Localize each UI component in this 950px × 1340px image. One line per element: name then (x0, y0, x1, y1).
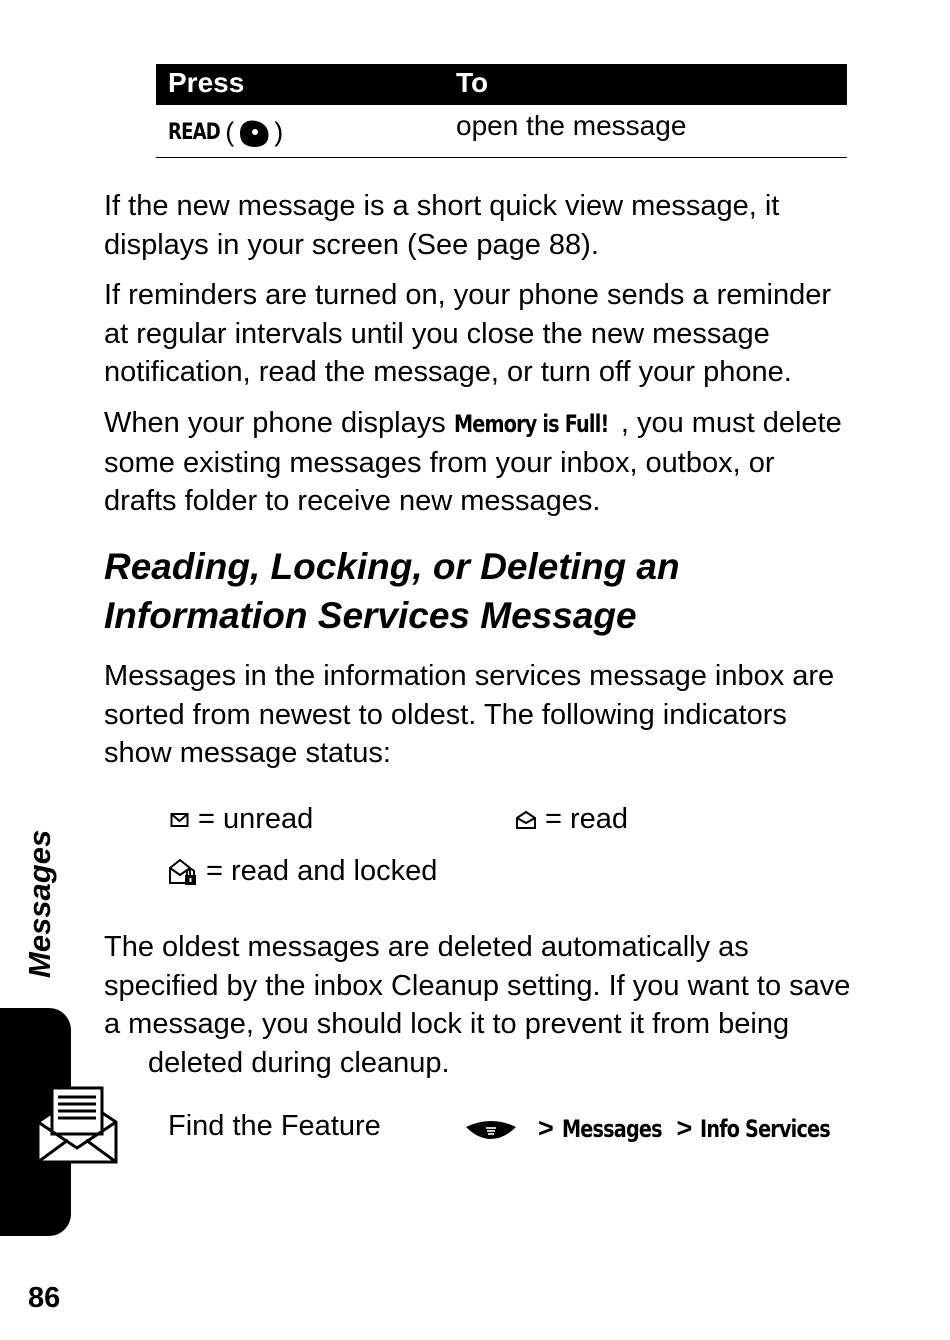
path-separator: > (538, 1113, 554, 1143)
table-header (156, 64, 847, 105)
cleanup-text-last: deleted during cleanup. (148, 1046, 450, 1079)
open-paren: ( (225, 116, 235, 147)
header-to: To (456, 67, 489, 98)
feature-path (464, 1113, 863, 1144)
page-number: 86 (28, 1282, 61, 1314)
locked-envelope-icon (168, 857, 198, 887)
indicator-unread (170, 803, 313, 836)
menu-key-icon (464, 1117, 518, 1141)
press-cell (168, 115, 283, 149)
indicator-read (515, 803, 628, 836)
header-press: Press (168, 67, 245, 98)
p3-before: When your phone displays (104, 407, 454, 439)
heading-line1: Reading, Locking, or Deleting an (104, 546, 680, 587)
heading-line2: Information Services Message (104, 595, 637, 636)
cleanup-paragraph (104, 928, 854, 1082)
messages-chapter-icon (34, 1086, 120, 1166)
read-envelope-icon (515, 810, 537, 830)
indicator-read-locked (168, 855, 437, 888)
read-locked-label: = read and locked (206, 855, 438, 887)
quick-view-paragraph: If the new message is a short quick view message, it displays in your screen (See page 88). (104, 190, 780, 261)
read-key-label: READ (168, 119, 220, 145)
table-row (156, 105, 847, 158)
soft-key-icon (234, 115, 274, 149)
find-feature-label: Find the Feature (168, 1110, 381, 1142)
path-messages: Messages (561, 1114, 662, 1143)
path-info-services: Info Services (700, 1114, 831, 1143)
read-label: = read (545, 803, 629, 835)
unread-label: = unread (198, 803, 314, 835)
action-cell: open the message (456, 110, 687, 141)
section-heading (104, 542, 864, 640)
close-paren: ) (274, 116, 284, 147)
intro-paragraph: Messages in the information services message inbox are sorted from newest to oldest. The following indicators show message status: (104, 660, 835, 769)
path-separator: > (676, 1113, 693, 1143)
chapter-label: Messages (22, 829, 57, 978)
memory-full-paragraph (104, 404, 854, 521)
p3-after: , you must delete some existing messages from your inbox, outbox, or drafts folder to receive new messages. (104, 407, 842, 517)
key-table (156, 64, 847, 158)
memory-full-keyword: Memory is Full! (453, 410, 609, 438)
unread-envelope-icon (170, 811, 190, 829)
cleanup-text-main: The oldest messages are deleted automatically as specified by the inbox Cleanup setting. If you want to save a message, you should lock it to prevent it from being (104, 931, 851, 1040)
reminders-paragraph: If reminders are turned on, your phone sends a reminder at regular intervals until you close the new message notification, read the message, or turn off your phone. (104, 279, 832, 388)
